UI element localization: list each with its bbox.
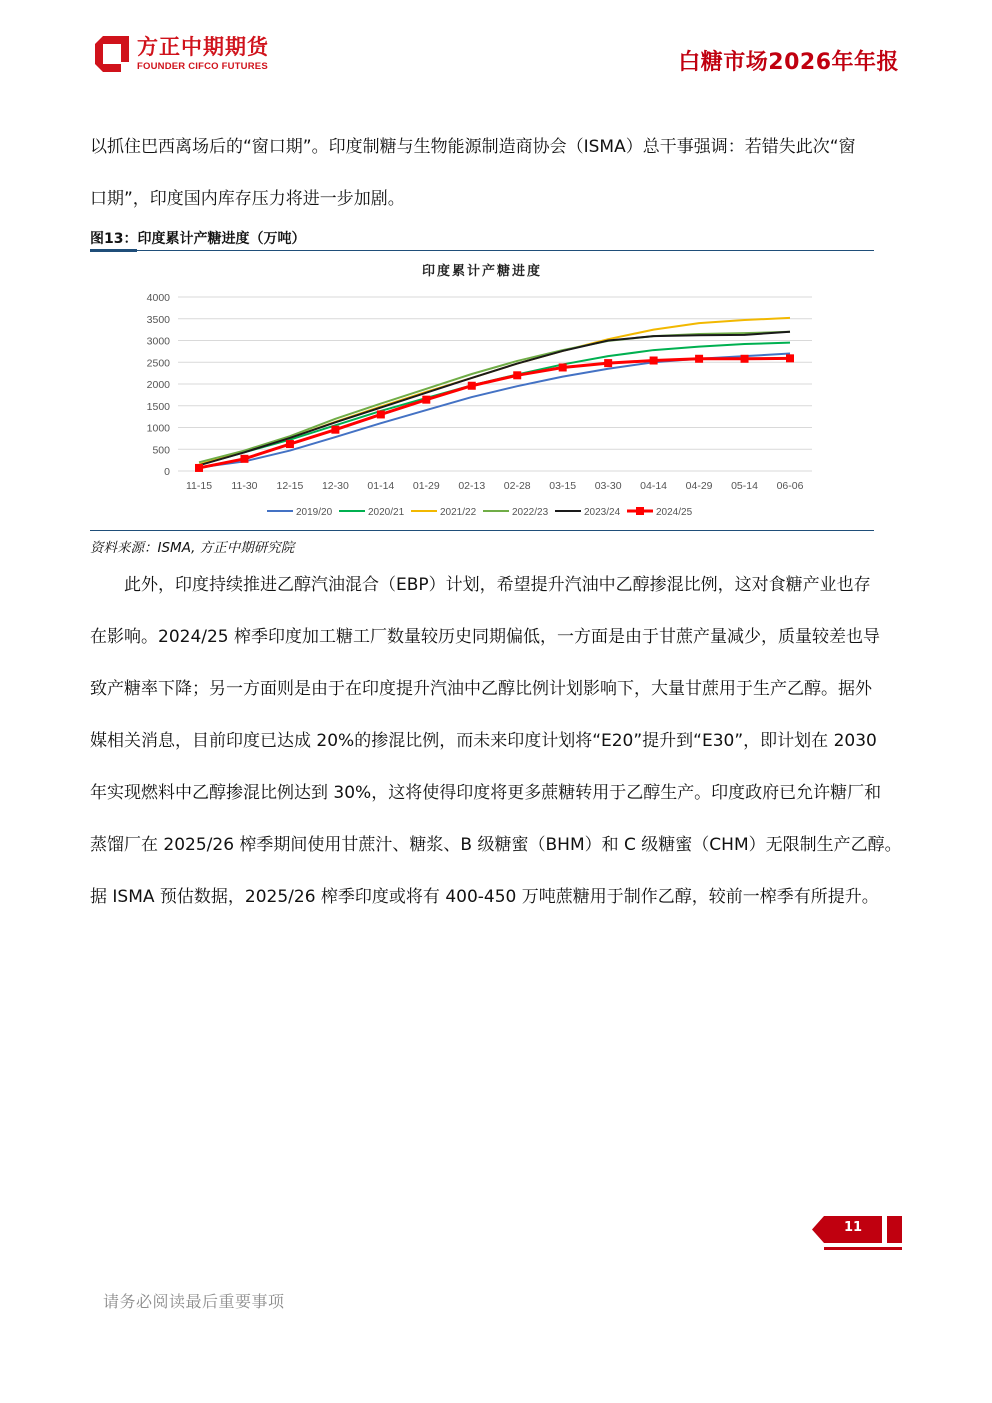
line-chart-plot xyxy=(90,252,874,529)
x-tick-label: 04-14 xyxy=(640,480,668,492)
data-marker xyxy=(240,455,248,463)
intro-paragraph xyxy=(90,121,898,225)
data-marker xyxy=(286,440,294,448)
paragraph-line: 在影响。2024/25 榨季印度加工糖工厂数量较历史同期偏低，一方面是由于甘蔗产量减少，质量较差也导 xyxy=(90,627,881,647)
company-logo xyxy=(95,34,295,76)
data-marker xyxy=(741,355,749,363)
legend-label: 2019/20 xyxy=(296,507,333,518)
y-tick-label: 0 xyxy=(164,466,170,478)
paragraph-line: 媒相关消息，目前印度已达成 20%的掺混比例，而未来印度计划将“E20”提升到“E30”，即计划在 2030 xyxy=(90,731,877,751)
logo-mark-icon xyxy=(95,36,129,72)
legend-label: 2021/22 xyxy=(440,507,477,518)
data-marker xyxy=(468,382,476,390)
x-tick-label: 12-30 xyxy=(321,480,349,492)
x-tick-label: 03-15 xyxy=(549,480,577,492)
data-marker xyxy=(695,355,703,363)
legend-label: 2020/21 xyxy=(368,507,405,518)
legend-label: 2024/25 xyxy=(656,507,693,518)
sugar-production-chart xyxy=(90,252,874,529)
y-tick-label: 4000 xyxy=(146,292,170,304)
figure-label: 图13：印度累计产糖进度（万吨） xyxy=(90,231,306,247)
data-marker xyxy=(377,410,385,418)
logo-chinese-name: 方正中期期货 xyxy=(137,35,269,59)
data-marker xyxy=(559,363,567,371)
data-marker xyxy=(786,354,794,362)
paragraph-line: 据 ISMA 预估数据，2025/26 榨季印度或将有 400-450 万吨蔗糖用于制作乙醇，较前一榨季有所提升。 xyxy=(90,887,879,907)
figure-source: 资料来源：ISMA, 方正中期研究院 xyxy=(90,540,295,556)
page-number: 11 xyxy=(843,1220,863,1235)
x-tick-label: 04-29 xyxy=(685,480,713,492)
y-tick-label: 1500 xyxy=(146,400,170,413)
chart-legend xyxy=(267,507,693,518)
x-tick-label: 05-14 xyxy=(731,480,758,492)
x-tick-label: 03-30 xyxy=(594,480,622,492)
page-number-badge xyxy=(812,1216,902,1252)
disclaimer-note: 请务必阅读最后重要事项 xyxy=(103,1292,285,1311)
y-tick-label: 1000 xyxy=(146,422,170,435)
data-marker xyxy=(195,464,203,472)
legend-label: 2023/24 xyxy=(584,507,621,518)
paragraph-line: 此外，印度持续推进乙醇汽油混合（EBP）计划，希望提升汽油中乙醇掺混比例，这对食糖产业也存 xyxy=(124,575,871,595)
x-axis-ticks xyxy=(186,480,804,492)
y-tick-label: 2000 xyxy=(146,379,170,391)
x-tick-label: 12-15 xyxy=(276,480,304,492)
paragraph-line: 年实现燃料中乙醇掺混比例达到 30%，这将使得印度将更多蔗糖转用于乙醇生产。印度政府已允许糖厂和 xyxy=(90,783,882,803)
x-tick-label: 01-14 xyxy=(367,480,395,492)
logo-english-name: FOUNDER CIFCO FUTURES xyxy=(137,61,268,72)
y-tick-label: 3000 xyxy=(146,335,170,348)
data-marker xyxy=(331,426,339,434)
data-marker xyxy=(513,371,521,379)
x-tick-label: 02-13 xyxy=(458,480,486,492)
x-tick-label: 11-30 xyxy=(231,480,258,492)
data-marker xyxy=(650,357,658,365)
data-marker xyxy=(422,396,430,404)
figure-bottom-rule xyxy=(90,530,874,531)
y-tick-label: 2500 xyxy=(146,357,170,370)
paragraph-line: 致产糖率下降；另一方面则是由于在印度提升汽油中乙醇比例计划影响下，大量甘蔗用于生产乙醇。据外 xyxy=(90,679,872,699)
paragraph-line: 蒸馏厂在 2025/26 榨季期间使用甘蔗汁、糖浆、B 级糖蜜（BHM）和 C 级糖蜜（CHM）无限制生产乙醇。 xyxy=(90,835,902,855)
paragraph-line: 以抓住巴西离场后的“窗口期”。印度制糖与生物能源制造商协会（ISMA）总干事强调：若错失此次“窗 xyxy=(90,137,856,157)
x-tick-label: 01-29 xyxy=(412,480,440,492)
x-tick-label: 06-06 xyxy=(776,480,804,492)
body-paragraph xyxy=(90,559,902,923)
figure-top-rule xyxy=(90,250,874,251)
x-tick-label: 02-28 xyxy=(503,480,531,492)
y-axis-ticks xyxy=(147,292,171,478)
data-marker xyxy=(604,359,612,367)
chart-title: 印度累计产糖进度 xyxy=(421,264,542,279)
y-tick-label: 500 xyxy=(152,444,170,457)
legend-label: 2022/23 xyxy=(512,507,549,518)
report-title: 白糖市场2026年年报 xyxy=(678,50,899,75)
paragraph-line: 口期”，印度国内库存压力将进一步加剧。 xyxy=(90,189,405,209)
y-tick-label: 3500 xyxy=(146,313,170,326)
x-tick-label: 11-15 xyxy=(185,480,213,492)
